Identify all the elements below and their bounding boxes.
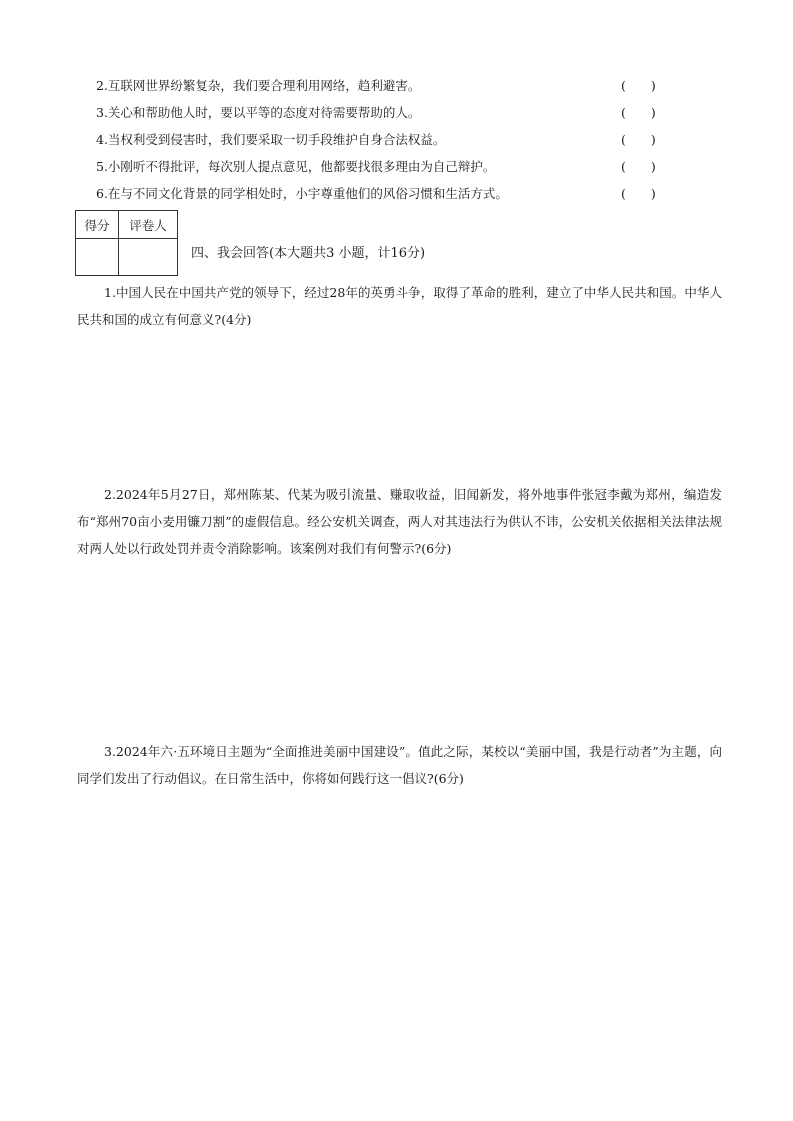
true-false-item [96, 76, 661, 96]
answer-bracket: ( ) [621, 132, 656, 147]
statement-text: 2.互联网世界纷繁复杂，我们要合理利用网络，趋利避害。 [96, 78, 421, 93]
question-1: 1.中国人民在中国共产党的领导下，经过28年的英勇斗争，取得了革命的胜利，建立了中华人民共和国。中华人民共和国的成立有何意义?(4分) [77, 285, 722, 327]
true-false-item [96, 130, 661, 150]
statement-text: 6.在与不同文化背景的同学相处时，小宇尊重他们的风俗习惯和生活方式。 [96, 186, 508, 201]
section-title: 四、我会回答(本大题共3 小题，计16分) [191, 246, 426, 261]
question-2: 2.2024年5月27日，郑州陈某、代某为吸引流量、赚取收益，旧闻新发，将外地事件张冠李戴为郑州，编造发布“郑州70亩小麦用镰刀割”的虚假信息。经公安机关调查，两人对其违法行为供认不讳，公安机关依据相关法律法规对两人处以行政处罚并责令消除影响。该案例对我们有何警示?(6分) [77, 487, 722, 556]
question-3: 3.2024年六·五环境日主题为“全面推进美丽中国建设”。值此之际，某校以“美丽中国，我是行动者”为主题，向同学们发出了行动倡议。在日常生活中，你将如何践行这一倡议?(6分) [77, 744, 722, 786]
score-box [75, 210, 178, 276]
answer-bracket: ( ) [621, 78, 656, 93]
grader-cell [119, 239, 178, 276]
true-false-item [96, 103, 661, 123]
statement-text: 3.关心和帮助他人时，要以平等的态度对待需要帮助的人。 [96, 105, 421, 120]
statement-text: 5.小刚听不得批评，每次别人提点意见，他都要找很多理由为自己辩护。 [96, 159, 496, 174]
true-false-item [96, 157, 661, 177]
answer-bracket: ( ) [621, 159, 656, 174]
answer-bracket: ( ) [621, 105, 656, 120]
true-false-item [96, 184, 661, 204]
grader-label: 评卷人 [119, 211, 178, 239]
statement-text: 4.当权利受到侵害时，我们要采取一切手段维护自身合法权益。 [96, 132, 446, 147]
answer-bracket: ( ) [621, 186, 656, 201]
score-label: 得分 [76, 211, 119, 239]
score-cell [76, 239, 119, 276]
